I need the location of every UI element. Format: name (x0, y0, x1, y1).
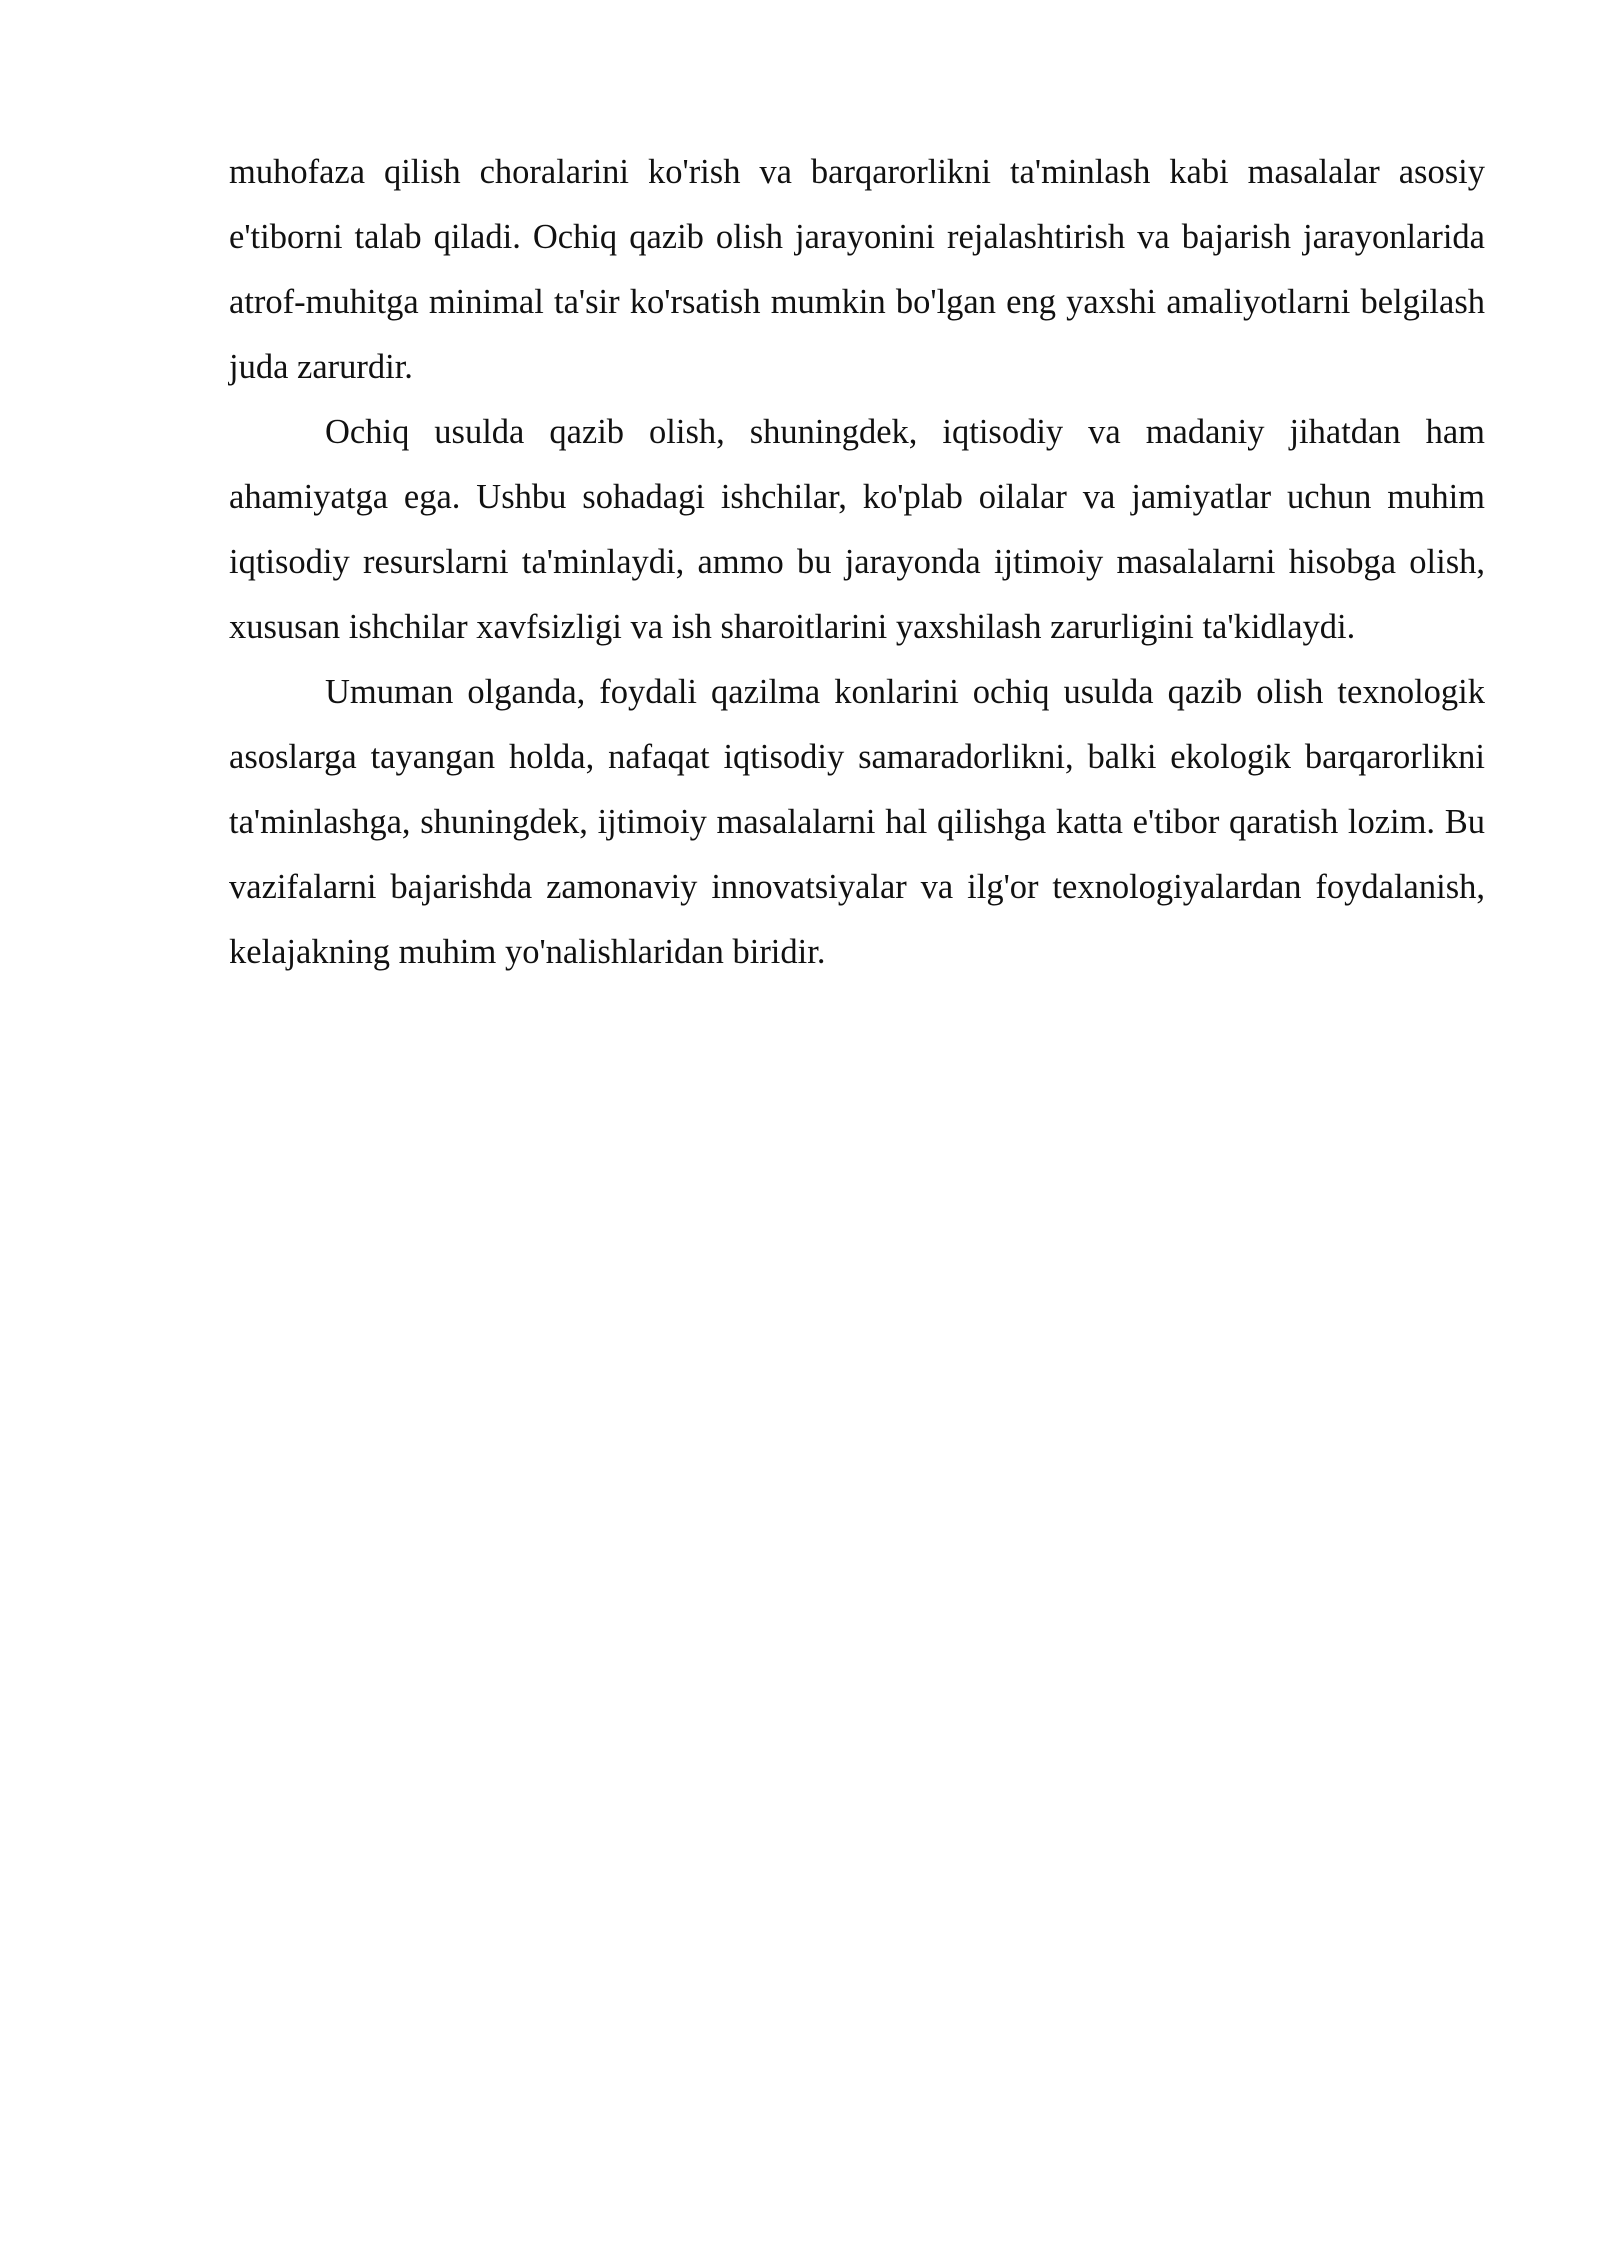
paragraph-3: Umuman olganda, foydali qazilma konlarini ochiq usulda qazib olish texnologik asoslarga tayangan holda, nafaqat iqtisodiy samaradorlikni, balki ekologik barqarorlikni ta'minlashga, shuningdek, ijtimoiy masalalarni hal qilishga katta e'tibor qaratish lozim. Bu vazifalarni bajarishda zamonaviy innovatsiyalar va ilg'or texnologiyalardan foydalanish, kelajakning muhim yo'nalishlaridan biridir. (229, 673, 1485, 971)
paragraph-1: muhofaza qilish choralarini ko'rish va barqarorlikni ta'minlash kabi masalalar asosiy e'tiborni talab qiladi. Ochiq qazib olish jarayonini rejalashtirish va bajarish jarayonlarida atrof-muhitga minimal ta'sir ko'rsatish mumkin bo'lgan eng yaxshi amaliyotlarni belgilash juda zarurdir. (229, 153, 1485, 386)
document-body (229, 140, 1485, 985)
paragraph-2: Ochiq usulda qazib olish, shuningdek, iqtisodiy va madaniy jihatdan ham ahamiyatga ega. Ushbu sohadagi ishchilar, ko'plab oilalar va jamiyatlar uchun muhim iqtisodiy resurslarni ta'minlaydi, ammo bu jarayonda ijtimoiy masalalarni hisobga olish, xususan ishchilar xavfsizligi va ish sharoitlarini yaxshilash zarurligini ta'kidlaydi. (229, 413, 1485, 646)
